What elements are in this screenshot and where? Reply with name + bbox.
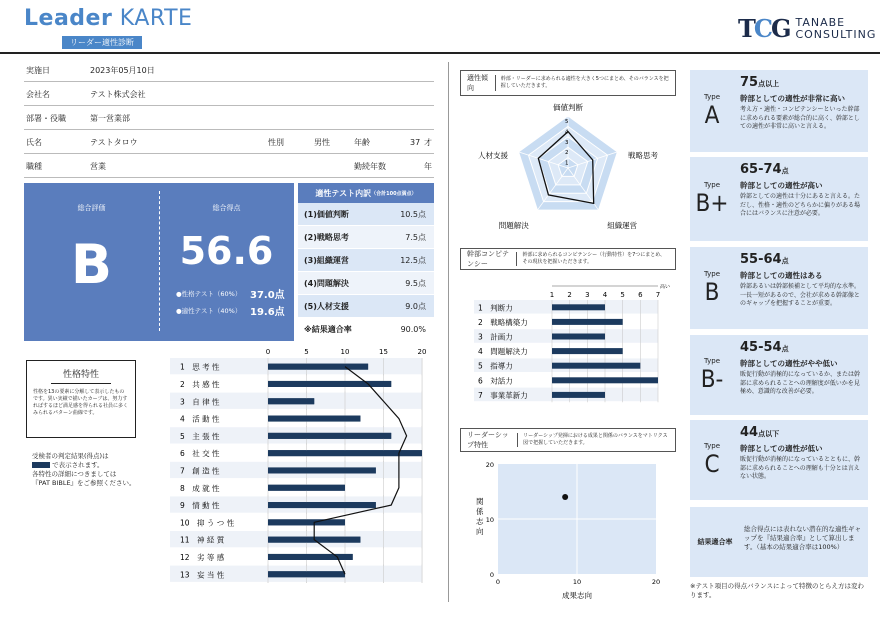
type-headline: 幹部としての適性がやや低い [740, 359, 838, 368]
date-label: 実施日 [26, 66, 50, 75]
type-score: 45-54点 [740, 340, 789, 355]
category-label: 2 戦略構築力 [478, 317, 528, 327]
category-label: 3 計画力 [478, 332, 513, 342]
y-tick-label: 0 [489, 571, 494, 579]
info-row-dept [24, 108, 434, 130]
age-value: 37 [410, 138, 421, 147]
type-label: Type [703, 442, 721, 450]
radar-chart [460, 98, 680, 238]
x-tick-label: 0 [265, 348, 271, 356]
page-title: Leader KARTE [24, 6, 193, 31]
table-header: 適性テスト内訳 （合計100点満点） [298, 183, 434, 203]
radar-axis-label: 組織運営 [607, 221, 638, 230]
radar-axis-label: 価値判断 [553, 103, 583, 112]
bar [552, 377, 658, 383]
x-tick-label: 15 [379, 348, 388, 356]
personality-trait-desc: 性格を13の要素に分解して表示したものです。異い実績で描いたカーブは、努力すればするほど満足感を得られる社員に多くみられるパターン曲線です。 [33, 389, 129, 416]
tenure-unit: 年 [424, 162, 432, 171]
aptitude-breakdown-table [298, 183, 434, 341]
bar [268, 381, 391, 387]
type-label: Type [703, 270, 721, 278]
type-headline: 幹部としての適性が低い [740, 444, 823, 453]
header-divider [0, 52, 880, 54]
dept-value: 第一営業部 [90, 114, 130, 123]
personality-trait-title: 性格特性 [62, 370, 99, 380]
table-row: (2)戦略思考 7.5点 [298, 226, 434, 249]
type-desc: 幹部あるいは幹部候補として平均的な水準。一長一短があるので、会社が求める幹部像とのギャップを把握することが重要。 [740, 283, 861, 307]
radar-title-box: 適性傾向 幹部・リーダーに求められる適性を大きく5つにまとめ、そのバランスを把握していただきます。 [460, 70, 676, 96]
legend-note: 受検者の判定結果(得点)は で表示されます。 各特性の詳細につきましては 『PAT BIBLE』をご参照ください。 [32, 452, 136, 487]
category-label: 6 対話力 [478, 376, 513, 386]
y-tick-label: 10 [485, 516, 494, 524]
type-headline: 幹部としての適性が高い [740, 181, 823, 190]
type-score: 65-74点 [740, 162, 789, 177]
bar [552, 348, 623, 354]
category-label: 5 指導力 [478, 361, 513, 371]
type-label: Type [703, 93, 721, 101]
type-grade: B [704, 278, 720, 306]
category-label: 2 共 感 性 [180, 379, 220, 389]
page-subtitle: リーダー適性診断 [62, 36, 142, 49]
score-label: 総合得点 [212, 204, 241, 212]
category-label: 7 創 造 性 [180, 466, 220, 476]
radar-tick: 5 [565, 119, 569, 125]
y-tick-label: 20 [485, 461, 494, 469]
type-card [690, 157, 868, 241]
type-label: Type [703, 181, 721, 189]
competency-bar-chart [460, 284, 676, 408]
company-value: テスト株式会社 [90, 90, 146, 99]
bar [268, 485, 345, 491]
category-label: 5 主 張 性 [180, 431, 220, 441]
aptitude-test-value: 19.6点 [250, 307, 285, 318]
bar [268, 364, 368, 370]
category-label: 4 活 動 性 [180, 414, 220, 424]
type-desc: 考え方・適性・コンピテンシーといった幹部に求められる要素が総合的に高く、幹部としての適性が非常に高いと言える。 [740, 106, 860, 130]
type-card [690, 70, 868, 152]
type-card [690, 335, 868, 415]
radar-tick: 2 [565, 150, 569, 157]
y-axis-label: 関係志向 [476, 497, 484, 536]
name-value: テストタロウ [90, 138, 138, 147]
competency-title-box: 幹部コンピテンシー 幹部に求められるコンピテンシー（行動特性）を7つにまとめ、その現状を把握いただきます。 [460, 248, 676, 270]
footnote: ※テスト項目の得点バランスによって特徴のとらえ方は変わります。 [690, 582, 864, 599]
x-tick-label: 20 [651, 578, 661, 586]
bar [268, 467, 376, 473]
bar [268, 571, 345, 577]
type-label: Type [703, 357, 721, 365]
personality-trait-box [26, 360, 136, 438]
type-headline: 幹部としての適性はある [740, 271, 823, 280]
x-tick-label: 4 [602, 291, 608, 299]
category-label: 4 問題解決力 [478, 347, 528, 357]
data-point [562, 494, 568, 500]
company-logo: TCG TANABE CONSULTING [738, 14, 877, 43]
dept-label: 部署・役職 [26, 114, 66, 123]
x-tick-label: 1 [549, 291, 555, 299]
name-label: 氏名 [26, 138, 42, 147]
score-value: 56.6 [179, 229, 274, 273]
category-label: 12 劣 等 感 [180, 552, 225, 562]
gender-label: 性別 [268, 138, 284, 147]
type-grade: B+ [695, 189, 729, 217]
type-headline: 幹部としての適性が非常に高い [740, 94, 845, 103]
type-grade: B- [700, 365, 724, 393]
summary-box [24, 183, 294, 341]
bar [268, 519, 345, 525]
x-tick-label: 5 [620, 291, 625, 299]
x-tick-label: 10 [340, 348, 350, 356]
type-desc: 販促行動が消極的になっているか、または幹部に求められることへの理解度が低いかを見極め、意識的な改善が必要。 [740, 371, 861, 395]
personality-test-value: 37.0点 [250, 290, 285, 301]
aptitude-test-label: ●適性テスト（40%） [176, 307, 242, 315]
table-row: (4)問題解決 9.5点 [298, 272, 434, 295]
category-label: 8 成 就 性 [180, 483, 220, 493]
bar [552, 392, 605, 398]
category-label: 11 神 経 質 [180, 535, 225, 545]
category-label: 1 思 考 性 [180, 362, 220, 372]
age-label: 年齢 [354, 138, 370, 147]
x-tick-label: 3 [585, 291, 590, 299]
type-score: 55-64点 [740, 252, 789, 267]
type-score: 75点以上 [740, 75, 780, 90]
grade-label: 総合評価 [77, 204, 106, 212]
job-value: 営業 [90, 162, 106, 171]
gender-value: 男性 [314, 138, 330, 147]
x-axis-label: 成果志向 [562, 591, 592, 600]
x-tick-label: 20 [417, 348, 427, 356]
radar-tick: 3 [565, 139, 569, 146]
bar [552, 363, 640, 369]
type-card [690, 247, 868, 329]
leadership-scatter-chart [468, 456, 676, 602]
type-score: 44点以下 [740, 425, 780, 440]
bar [268, 502, 376, 508]
personality-test-label: ●性格テスト（60%） [176, 290, 242, 298]
x-tick-label: 5 [304, 348, 309, 356]
age-unit: 才 [424, 138, 432, 147]
company-label: 会社名 [26, 90, 50, 99]
category-label: 1 判断力 [478, 303, 513, 313]
radar-tick: 4 [565, 129, 569, 136]
bar [552, 304, 605, 310]
table-row: (3)組織運営 12.5点 [298, 249, 434, 272]
grade-value: B [70, 233, 113, 296]
type-desc: 販促行動が消極的になっているとともに、幹部に求められることへの理解も十分とは言えない状態。 [740, 456, 861, 480]
info-row-job [24, 156, 434, 178]
fit-rate-card-desc: 総合得点には表れない潜在的な適性ギャップを『結果適合率』として算出します。（基本の結果適合率は100%） [744, 525, 861, 551]
x-tick-label: 6 [638, 291, 643, 299]
x-tick-label: 7 [655, 291, 661, 299]
x-tick-label: 10 [572, 578, 582, 586]
bar [268, 398, 314, 404]
type-desc: 幹部としての適性は十分にあると言える。ただし、性格・適性のどちらかに偏りがある場合にはバランスに注意が必要。 [740, 193, 861, 217]
bar [552, 334, 605, 340]
column-divider [448, 62, 449, 602]
x-tick-label: 2 [567, 291, 572, 299]
info-row-date [24, 60, 434, 82]
bar [268, 416, 360, 422]
type-grade: C [704, 450, 720, 478]
category-label: 9 情 動 性 [180, 501, 220, 511]
radar-axis-label: 戦略思考 [628, 151, 658, 160]
personality-bar-chart [170, 344, 436, 584]
table-row: (1)価値判断 10.5点 [298, 203, 434, 226]
fit-rate-row: ※結果適合率 90.0% [298, 318, 434, 341]
tenure-label: 勤続年数 [354, 162, 386, 171]
info-row-name [24, 132, 434, 154]
category-label: 3 自 律 性 [180, 397, 220, 407]
fit-rate-card-label: 結果適合率 [697, 538, 733, 546]
category-label: 6 社 交 性 [180, 449, 220, 459]
bar [268, 554, 353, 560]
radar-axis-label: 問題解決 [498, 221, 529, 230]
radar-tick: 1 [565, 160, 569, 167]
category-label: 7 事業革新力 [478, 390, 528, 400]
type-grade: A [704, 101, 720, 129]
table-row: (5)人材支援 9.0点 [298, 295, 434, 318]
radar-axis-label: 人材支援 [478, 151, 508, 160]
date-value: 2023年05月10日 [90, 66, 155, 75]
job-label: 職種 [26, 162, 42, 171]
type-card [690, 420, 868, 500]
fit-rate-card [690, 507, 868, 577]
x-tick-label: 0 [495, 578, 501, 586]
info-row-company [24, 84, 434, 106]
bar [552, 319, 623, 325]
leadership-title-box: リーダーシップ特性 リーダーシップ発揮における成果と関係のバランスをマトリクス図で把握していただきます。 [460, 428, 676, 452]
bar [268, 433, 391, 439]
category-label: 10 抑 う つ 性 [180, 518, 235, 528]
axis-label: 高い [660, 284, 671, 290]
category-label: 13 妄 当 性 [180, 570, 225, 580]
